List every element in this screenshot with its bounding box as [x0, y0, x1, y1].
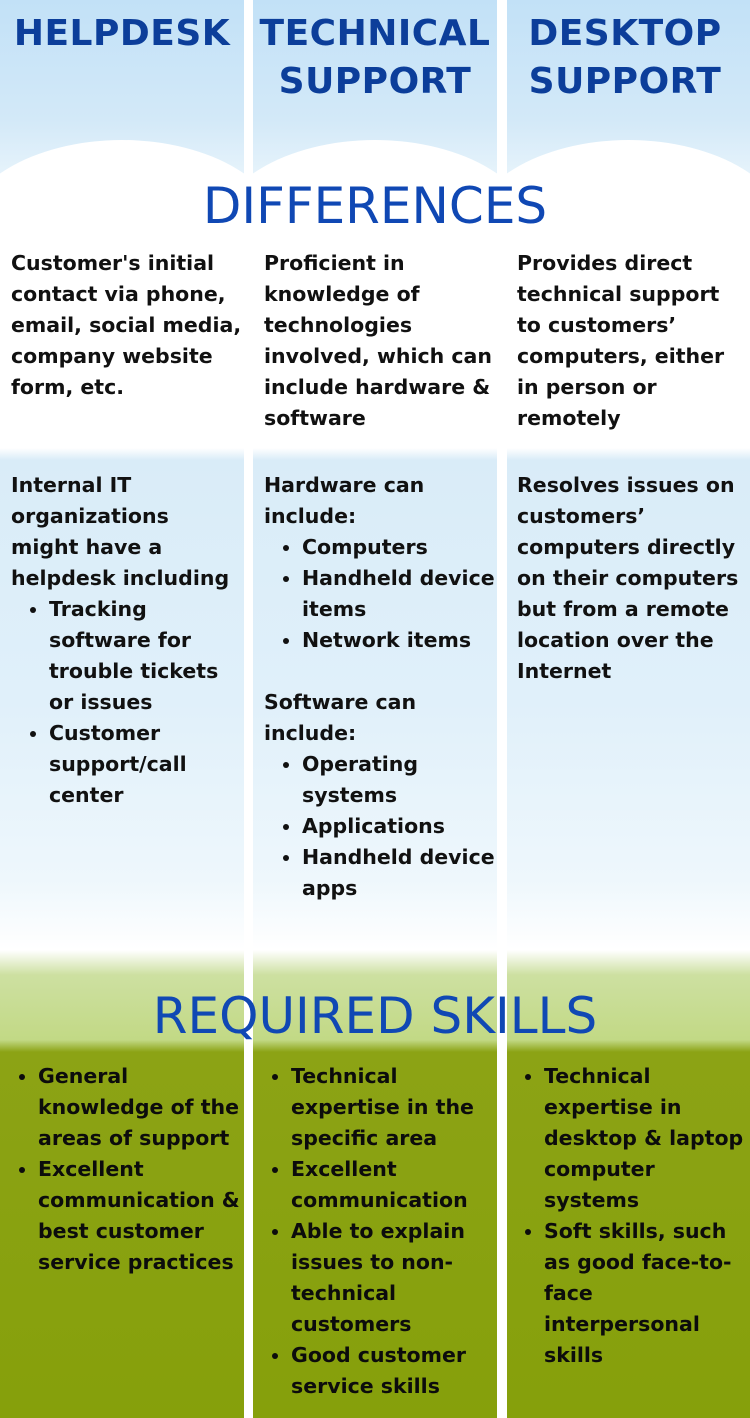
- list-item: • Able to explain issues to non-technical customers: [291, 1216, 496, 1340]
- detail-helpdesk: Internal IT organizations might have a helpdesk including • Tracking software for trouble tickets or issues • Customer support/call center: [11, 470, 243, 811]
- hardware-list: [264, 532, 496, 656]
- section-title-required-skills: REQUIRED SKILLS: [152, 987, 598, 1045]
- difference-helpdesk: Customer's initial contact via phone, email, social media, company website form, etc.: [11, 251, 242, 399]
- list-item: • Operating systems: [302, 749, 496, 811]
- detail-technical-support: Hardware can include: • Computers • Handheld device items • Network items Software can include: • Operating systems • Applications • Handheld device apps: [264, 470, 496, 904]
- list-item: • Customer support/call center: [49, 718, 243, 811]
- list-item: • Technical expertise in the specific area: [291, 1061, 496, 1154]
- list-item: • Good customer service skills: [291, 1340, 496, 1402]
- list-item: • Handheld device apps: [302, 842, 496, 904]
- skills-desktop-support: [517, 1061, 747, 1371]
- list-item: • Tracking software for trouble tickets or issues: [49, 594, 243, 718]
- detail-helpdesk-list: [11, 594, 243, 811]
- header-desktop-support: DESKTOP SUPPORT: [528, 13, 722, 102]
- header-technical-support: TECHNICAL SUPPORT: [259, 13, 491, 102]
- list-item: • Network items: [302, 625, 496, 656]
- difference-technical-support: Proficient in knowledge of technologies involved, which can include hardware & software: [264, 251, 492, 430]
- list-item: • Technical expertise in desktop & laptop computer systems: [544, 1061, 747, 1216]
- header-helpdesk: HELPDESK: [13, 13, 231, 54]
- skills-technical-support: [264, 1061, 496, 1402]
- section-title-differences: DIFFERENCES: [202, 177, 548, 235]
- skills-helpdesk: [11, 1061, 243, 1278]
- list-item: • Applications: [302, 811, 496, 842]
- list-item: • Computers: [302, 532, 496, 563]
- software-list: [264, 749, 496, 904]
- difference-desktop-support: Provides direct technical support to customers’ computers, either in person or remotely: [517, 251, 725, 430]
- list-item: • Excellent communication: [291, 1154, 496, 1216]
- list-item: • Excellent communication & best customer service practices: [38, 1154, 243, 1278]
- list-item: • Soft skills, such as good face-to-face interpersonal skills: [544, 1216, 747, 1371]
- list-item: • General knowledge of the areas of support: [38, 1061, 243, 1154]
- list-item: • Handheld device items: [302, 563, 496, 625]
- detail-desktop-support: Resolves issues on customers’ computers directly on their computers but from a remote location over the Internet: [517, 473, 739, 683]
